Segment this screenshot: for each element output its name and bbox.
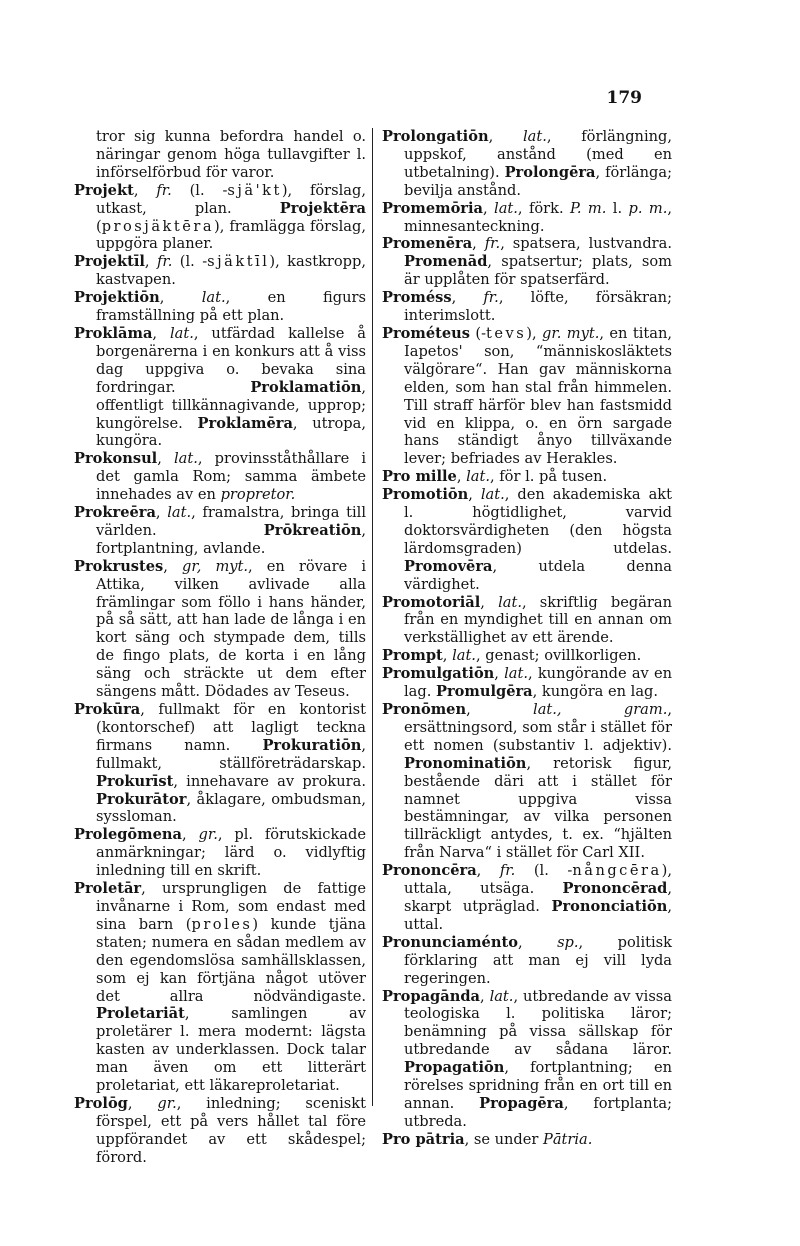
entry-text: , förk. (517, 199, 570, 217)
dictionary-entry (74, 826, 366, 880)
entry-text: ), uttala, utsäga. (404, 862, 673, 898)
headword: Pro mille (382, 468, 457, 486)
italic-label: lat. (452, 647, 476, 665)
entry-text: , (483, 199, 495, 217)
entry-text: , (159, 289, 202, 307)
headword: Pronunciaménto (382, 933, 518, 951)
entry-text: sjä'kt (227, 181, 282, 199)
entry-text: tevs (486, 324, 527, 342)
entry-text: proles (191, 915, 253, 933)
entry-text: prosjäktēra (101, 217, 215, 235)
entry-text: , se under (464, 1130, 544, 1148)
entry-text: , skriftlig begäran från en myndighet till en annan om verkställighet av ett ärende. (404, 593, 673, 647)
entry-text: , (494, 665, 505, 683)
italic-label: lat. (494, 199, 518, 217)
entry-text: , (133, 181, 157, 199)
entry-text: , utdela denna värdighet. (404, 557, 672, 593)
entry-text: , fullmakt för en kontorist (kontorschef) att lagligt teckna firmans namn. (96, 701, 366, 754)
dictionary-entry (74, 880, 366, 1095)
entry-text: , en titan, Iapetos' son, “människosläktets välgörare“. Han gav människorna elden, som han stal från himmelen. Till straff härför blev han fastsmidd vid en klippa, o. en örn sargade hans ständigt ånyo tillväxande lever; befriades av Herakles. (404, 324, 672, 468)
dictionary-entry (382, 934, 672, 988)
entry-text: , den akademiska akt l. högtidlighet, varvid doktorsvärdigheten (den högsta lärdomsgraden) utdelas. (404, 486, 673, 557)
headword: Propagēra (479, 1094, 564, 1112)
headword: Promotiōn (382, 486, 469, 504)
italic-label: lat. (498, 593, 522, 611)
entry-text: , fortplantning; en rörelses spridning från en ort till en annan. (404, 1059, 672, 1112)
headword: Proletār (74, 880, 142, 898)
headword: Pro pātria (382, 1130, 465, 1148)
entry-text: , (466, 701, 534, 718)
entry-text: , (472, 235, 485, 253)
headword: Proklamēra (197, 414, 293, 432)
italic-label: lat. (174, 450, 198, 468)
headword: Promotoriāl (382, 593, 481, 611)
entry-text: , genast; ovillkorligen. (475, 647, 642, 665)
dictionary-entry (382, 128, 672, 200)
headword: Projekt (74, 181, 134, 199)
entry-text: ), (526, 324, 543, 342)
headword: Prokūra (74, 701, 141, 718)
entry-text: , (127, 1094, 158, 1112)
left-column (74, 128, 366, 1167)
headword: Proletariāt (96, 1005, 185, 1023)
dictionary-entry (382, 468, 672, 486)
entry-text: , förlängning, uppskof, anstånd (med en utbetalning). (404, 128, 673, 181)
entry-text: , en rövare i Attika, vilken avlivade alla främlingar som föllo i hans händer, på så sätt, att han lade de långa i en kort säng och stympade dem, tills de fingo plats, de korta i en lång säng och sträckte ut dem efter sängens mått. Dödades av Teseus. (96, 557, 366, 701)
italic-label: lat. (504, 665, 528, 683)
italic-label: gr, myt. (182, 557, 249, 575)
entry-text: , kungöra en lag. (532, 683, 659, 701)
entry-text: , inledning; sceniskt förspel, ett på vers hållet tal före uppförandet av ett skådespel; förord. (96, 1094, 366, 1166)
dictionary-entry (74, 504, 366, 558)
dictionary-entry (382, 594, 672, 648)
entry-text: tror sig kunna befordra handel o. näringar genom höga tullavgifter l. införselförbud för varor. (96, 128, 366, 181)
headword: Propagatiōn (404, 1059, 505, 1077)
dictionary-entry (382, 325, 672, 468)
headword: Promulgēra (436, 683, 533, 701)
entry-text: , provinsståthållare i det gamla Rom; samma ämbete innehades av en (96, 450, 366, 504)
headword: Prolongēra (504, 163, 596, 181)
page-number: 179 (606, 88, 642, 108)
dictionary-entry (74, 325, 366, 450)
headword: Prōkreatiōn (263, 521, 362, 539)
entry-text: , för l. på tusen. (490, 468, 608, 486)
entry-text: ), kastkropp, kastvapen. (96, 253, 366, 289)
entry-text: , innehavare av prokura. (173, 772, 366, 790)
entry-text: ), förslag, utkast, plan. (96, 181, 366, 217)
headword: Prométeus (382, 324, 470, 342)
entry-text: , förlänga; bevilja anstånd. (404, 163, 672, 199)
headword: Prononcērad (562, 880, 668, 898)
italic-label: propretor. (220, 486, 296, 504)
italic-label: fr. (499, 862, 516, 880)
dictionary-entry (74, 558, 366, 701)
headword: Proméss (382, 289, 452, 307)
italic-label: P. m. (570, 199, 607, 217)
dictionary-entry (382, 1131, 672, 1149)
italic-label: lat. (201, 289, 226, 307)
headword: Promemōria (382, 199, 483, 217)
italic-label: gr. (198, 826, 218, 844)
entry-text: (l. - (171, 181, 228, 199)
column-divider (372, 128, 373, 1106)
entry-text: nångcēra (572, 862, 662, 880)
entry-text: , skarpt utpräglad. (404, 880, 672, 915)
headword: Prokreēra (74, 504, 156, 522)
entry-text: , (456, 468, 467, 486)
italic-label: fr. (483, 289, 499, 307)
headword: Prolegōmena (74, 826, 182, 844)
headword: Pronominatiōn (404, 754, 527, 772)
entry-text: , (152, 324, 170, 342)
entry-text: , löfte, försäkran; interimslott. (404, 289, 672, 325)
entry-text: sjäktīl (207, 253, 270, 271)
italic-label: p. m. (628, 199, 668, 217)
entry-text: ) kunde tjäna staten; numera en sådan medlem av den egendomslösa samhällsklassen, som ej kan förtjäna något utöver det allra nödvändigaste. (96, 915, 366, 1005)
headword: Prokuratiōn (262, 736, 362, 754)
dictionary-entry (382, 289, 672, 325)
entry-text: , retorisk figur, bestående däri att i stället för namnet uppgiva vissa bestämningar, av vilka personen tillräckligt antydes, t. ex. “hjälten från Narva“ i stället för Carl XII. (404, 754, 672, 862)
entry-text: , spatsertur; plats, som är upplåten för spatserfärd. (404, 253, 672, 289)
entry-text: , minnesanteckning. (404, 199, 672, 235)
entry-text: , (144, 253, 157, 271)
entry-text: , (468, 486, 481, 504)
entry-text: , (451, 289, 484, 307)
dictionary-entry (74, 182, 366, 254)
headword: Prononciatiōn (551, 897, 668, 915)
headword: Promenād (404, 253, 488, 271)
headword: Prokurātor (96, 790, 187, 808)
entry-text: , spatsera, lustvandra. (500, 235, 672, 253)
italic-label: fr. (156, 181, 172, 199)
headword: Pronōmen (382, 701, 467, 718)
entry-text: , ersättningsord, som står i stället för ett nomen (substantiv l. adjektiv). (404, 701, 672, 754)
headword: Propagānda (382, 987, 480, 1005)
headword: Promenēra (382, 235, 473, 253)
italic-label: fr. (484, 235, 501, 253)
dictionary-entry (382, 486, 672, 593)
italic-label: lat., gram. (533, 701, 668, 718)
dictionary-entry (74, 253, 366, 289)
dictionary-entry (382, 200, 672, 236)
headword: Promulgatiōn (382, 665, 495, 683)
entry-text: , framalstra, bringa till världen. (96, 504, 366, 539)
entry-text: (l. - (172, 253, 208, 271)
entry-text: , (155, 504, 168, 522)
entry-text: , uttal. (404, 897, 672, 933)
headword: Promovēra (404, 557, 493, 575)
headword: Prokurīst (96, 772, 174, 790)
headword: Prolongatiōn (382, 128, 489, 145)
dictionary-entry (74, 128, 366, 182)
entry-text: , ursprungligen de fattige invånarne i Rom, som endast med sina barn ( (96, 880, 366, 933)
entry-text: , (476, 862, 500, 880)
italic-label: fr. (156, 253, 173, 271)
entry-text: , (488, 128, 523, 145)
headword: Prolōg (74, 1094, 128, 1112)
dictionary-entry (382, 862, 672, 934)
dictionary-entry (382, 988, 672, 1131)
right-column (382, 128, 672, 1149)
italic-label: lat. (523, 128, 547, 145)
entry-text: , en figurs framställning på ett plan. (96, 289, 366, 325)
headword: Proklāma (74, 324, 153, 342)
headword: Prononcēra (382, 862, 477, 880)
headword: Projektīl (74, 253, 145, 271)
italic-label: lat. (167, 504, 192, 522)
italic-label: lat. (489, 987, 514, 1005)
dictionary-entry (382, 647, 672, 665)
entry-text: , offentligt tillkännagivande, upprop; kungörelse. (96, 378, 366, 432)
italic-label: lat. (466, 468, 490, 486)
dictionary-entry (74, 1095, 366, 1167)
dictionary-entry (74, 289, 366, 325)
headword: Proklamatiōn (250, 378, 362, 396)
entry-text: l. (606, 199, 629, 217)
entry-text: , (517, 933, 558, 951)
entry-text: (l. - (515, 862, 573, 880)
headword: Prompt (382, 647, 443, 665)
dictionary-entry (74, 450, 366, 504)
entry-text: , utfärdad kallelse å borgenärerna i en konkurs att å viss dag uppgiva o. bevaka sina fordringar. (96, 324, 367, 396)
entry-text: , utbredande av vissa teologiska l. politiska läror; benämning på vissa sällskap för utbredande av sådana läror. (404, 987, 673, 1059)
entry-text: , fullmakt, ställföreträdarskap. (96, 736, 366, 772)
italic-label: lat. (480, 486, 505, 504)
dictionary-entry (382, 235, 672, 289)
headword: Projektiōn (74, 289, 160, 307)
entry-text: , kungörande av en lag. (404, 665, 672, 701)
entry-text: , samlingen av proletärer l. mera modernt: lägsta kasten av underklassen. Dock talar man även om ett litterärt proletariat, ett läkareproletariat. (96, 1005, 366, 1095)
headword: Prokonsul (74, 450, 158, 468)
entry-text: , åklagare, ombudsman, syssloman. (96, 790, 366, 826)
headword: Prokrustes (74, 557, 164, 575)
entry-text: , fortplantning, avlande. (96, 521, 366, 557)
headword: Projektēra (279, 199, 366, 217)
entry-text: , pl. förutskickade anmärkningar; lärd o. vidlyftig inledning till en skrift. (96, 826, 366, 880)
entry-text: ( (96, 217, 102, 235)
entry-text: , (157, 450, 174, 468)
entry-text: (- (469, 324, 487, 342)
italic-label: sp. (557, 933, 579, 951)
entry-text: , politisk förklaring att man ej vill lyda regeringen. (404, 933, 672, 987)
entry-text: , fortplanta; utbreda. (404, 1094, 672, 1130)
entry-text: ), framlägga förslag, uppgöra planer. (96, 217, 366, 253)
italic-label: Pātria. (543, 1130, 593, 1148)
entry-text: , (163, 557, 182, 575)
entry-text: , (480, 987, 490, 1005)
entry-text: , (480, 593, 499, 611)
entry-text: , utropa, kungöra. (96, 414, 366, 450)
italic-label: lat. (169, 324, 194, 342)
dictionary-entry (382, 701, 672, 862)
entry-text: , (181, 826, 199, 844)
dictionary-entry (74, 701, 366, 826)
dictionary-entry (382, 665, 672, 701)
italic-label: gr. (157, 1094, 177, 1112)
entry-text: , (442, 647, 453, 665)
italic-label: gr. myt. (542, 324, 600, 342)
